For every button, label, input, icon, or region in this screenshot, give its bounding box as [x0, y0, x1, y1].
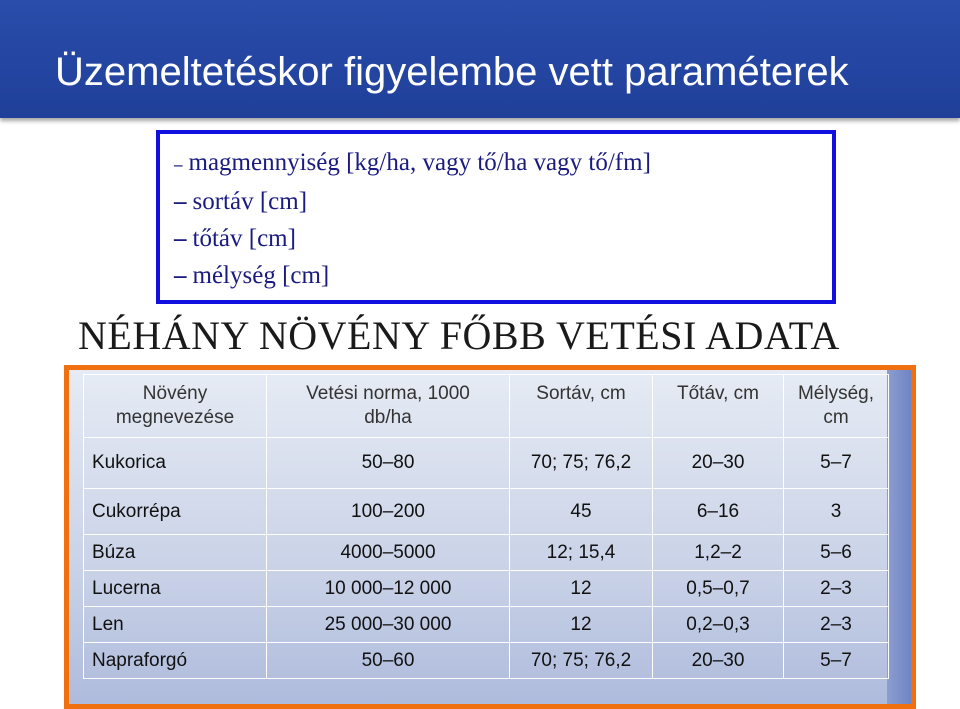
parameter-item-seed-amount: [174, 148, 651, 180]
table-side-shade: [887, 370, 911, 704]
bullet-dash: –: [174, 188, 187, 215]
parameter-label: tőtáv [cm]: [192, 225, 296, 252]
parameter-label: magmennyiség [kg/ha, vagy tő/ha vagy tő/fm]: [188, 149, 651, 176]
table-cell: 5–7: [784, 643, 889, 679]
table-cell: 0,5–0,7: [653, 571, 784, 607]
sowing-data-table-frame: [64, 365, 916, 709]
section-heading: NÉHÁNY NÖVÉNY FŐBB VETÉSI ADATA: [78, 313, 840, 358]
table-cell: 0,2–0,3: [653, 607, 784, 643]
table-cell-plant-name: Napraforgó: [84, 643, 267, 679]
parameter-list-box: [156, 130, 836, 304]
table-cell: 12: [510, 607, 653, 643]
table-cell: 1,2–2: [653, 535, 784, 571]
table-row: [84, 643, 889, 679]
table-cell: 3: [784, 489, 889, 535]
table-cell: 100–200: [267, 489, 510, 535]
table-body: [84, 438, 889, 679]
table-cell: 25 000–30 000: [267, 607, 510, 643]
table-row: [84, 489, 889, 535]
table-cell: 70; 75; 76,2: [510, 643, 653, 679]
column-header-plant-spacing: Tőtáv, cm: [653, 375, 784, 438]
parameter-label: sortáv [cm]: [192, 188, 308, 215]
table-cell: 20–30: [653, 438, 784, 489]
bullet-dash: –: [174, 262, 187, 289]
table-cell: 12; 15,4: [510, 535, 653, 571]
table-cell: 10 000–12 000: [267, 571, 510, 607]
table-cell: 2–3: [784, 607, 889, 643]
column-header-sowing-norm: Vetési norma, 1000 db/ha: [267, 375, 510, 438]
table-cell: 50–80: [267, 438, 510, 489]
table-cell-plant-name: Lucerna: [84, 571, 267, 607]
table-cell-plant-name: Kukorica: [84, 438, 267, 489]
table-cell: 6–16: [653, 489, 784, 535]
bullet-dash: –: [174, 225, 187, 252]
sowing-data-table: [83, 374, 889, 679]
table-cell: 5–6: [784, 535, 889, 571]
table-row: [84, 607, 889, 643]
column-header-depth: Mélység, cm: [784, 375, 889, 438]
table-row: [84, 438, 889, 489]
table-cell-plant-name: Len: [84, 607, 267, 643]
table-cell: 12: [510, 571, 653, 607]
table-cell: 45: [510, 489, 653, 535]
table-row: [84, 535, 889, 571]
parameter-item-depth: [174, 261, 329, 291]
title-bar: [0, 0, 960, 118]
column-header-plant: Növény megnevezése: [84, 375, 267, 438]
parameter-item-row-spacing: [174, 187, 307, 217]
table-row: [84, 571, 889, 607]
bullet-dash: –: [174, 155, 183, 174]
table-cell-plant-name: Búza: [84, 535, 267, 571]
parameter-label: mélység [cm]: [192, 262, 330, 289]
column-header-row-spacing: Sortáv, cm: [510, 375, 653, 438]
page-title: Üzemeltetéskor figyelembe vett paraméterek: [55, 50, 849, 94]
table-cell: 2–3: [784, 571, 889, 607]
table-cell: 20–30: [653, 643, 784, 679]
table-cell: 50–60: [267, 643, 510, 679]
table-cell: 4000–5000: [267, 535, 510, 571]
table-cell: 70; 75; 76,2: [510, 438, 653, 489]
table-cell: 5–7: [784, 438, 889, 489]
table-header-row: [84, 375, 889, 438]
table-cell-plant-name: Cukorrépa: [84, 489, 267, 535]
parameter-item-plant-spacing: [174, 224, 296, 254]
